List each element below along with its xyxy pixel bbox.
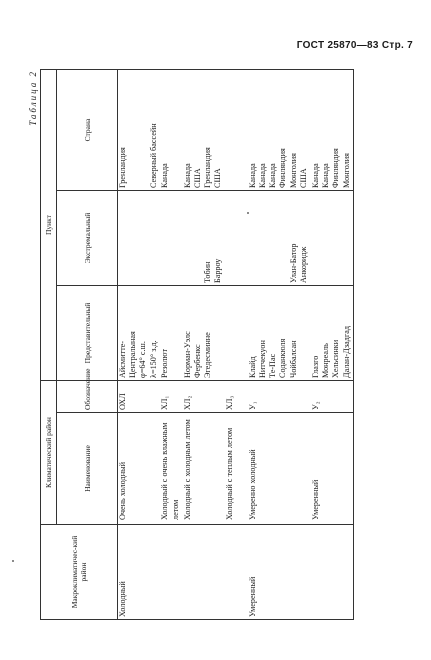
header-country: Страна <box>57 69 118 190</box>
header-point: Пункт <box>41 69 57 380</box>
cell-representative-line: Айсмитте- <box>118 340 127 378</box>
scan-speck <box>12 560 14 562</box>
cell-country-line: Канада <box>258 163 268 188</box>
cell-country <box>248 69 311 190</box>
cell-extreme <box>183 191 226 286</box>
cell-country-line: Гренландия <box>118 147 127 188</box>
cell-representative-line: Монреаль <box>321 343 331 378</box>
cell-country-line: Гренландия <box>203 147 213 188</box>
table-row <box>225 69 247 619</box>
cell-extreme <box>225 191 247 286</box>
climate-table <box>40 69 354 620</box>
cell-representative-line: Резолют <box>160 348 170 378</box>
cell-extreme-line: Улан-Батор <box>288 243 298 283</box>
table-row <box>118 69 161 619</box>
cell-macro-region <box>311 525 354 620</box>
table-row <box>248 69 311 619</box>
cell-designation: У₁ <box>248 381 311 413</box>
cell-country-line: Канада <box>268 163 278 188</box>
cell-country-line: Монголия <box>341 153 351 188</box>
table-row <box>160 69 182 619</box>
header-name: Наименование <box>57 413 118 525</box>
cell-representative-line: Те-Пас <box>268 353 278 378</box>
cell-extreme-line <box>193 193 203 283</box>
cell-country-line <box>138 72 148 188</box>
cell-macro-region: Холодный <box>118 525 161 620</box>
cell-extreme <box>160 191 182 286</box>
cell-representative <box>248 286 311 381</box>
cell-extreme-line <box>183 193 193 283</box>
cell-district-name: Очень холодный <box>118 413 161 525</box>
cell-representative <box>118 286 161 381</box>
cell-country-line: США <box>298 168 308 188</box>
cell-representative-line: Эгедесминне <box>203 332 213 378</box>
cell-representative-line: Хельсинки <box>331 339 341 378</box>
header-designation: Обозначение <box>57 381 118 413</box>
cell-country-line: Канада <box>321 163 331 188</box>
cell-representative-line: Централыная <box>128 331 138 378</box>
cell-country-line: Канада <box>160 163 170 188</box>
cell-representative <box>311 286 354 381</box>
cell-representative-line: Нитчекуон <box>258 340 268 378</box>
cell-representative-line: φ=64° с.ш. <box>138 341 148 378</box>
header-representative: Представительный <box>57 286 118 381</box>
cell-extreme-line <box>268 193 278 283</box>
cell-representative <box>225 286 247 381</box>
cell-country-line: Монголия <box>288 153 298 188</box>
cell-representative-line: Норман-Уэлс <box>182 331 192 378</box>
cell-designation: ХЛ₁ <box>160 381 182 413</box>
cell-country-line: Северный бассейн <box>148 123 158 188</box>
cell-representative-line: Соданкюля <box>278 338 288 378</box>
cell-country <box>225 69 247 190</box>
cell-district-name: Холодный с теплым летом <box>225 413 247 525</box>
table-body <box>118 69 354 619</box>
header-macro: Макроклиматичес-кий район <box>41 525 118 620</box>
cell-country-line: Канада <box>182 163 192 188</box>
cell-extreme-line <box>278 193 288 283</box>
cell-district-name: Умеренный <box>311 413 354 525</box>
page-header: ГОСТ 25870—83 Стр. 7 <box>296 40 413 51</box>
cell-representative-line: Далан-Дзадгад <box>341 325 351 378</box>
cell-representative-line: Глазго <box>311 355 321 378</box>
cell-representative <box>160 286 182 381</box>
cell-district-name: Холодный с холодным летом <box>183 413 226 525</box>
table-caption: Таблица 2 <box>28 70 38 126</box>
cell-extreme <box>311 191 354 286</box>
cell-country-line: США <box>213 168 223 188</box>
cell-country-line: Канада <box>311 163 321 188</box>
cell-representative-line: Чойбалсан <box>288 340 298 378</box>
cell-country-line: Финляндия <box>278 148 288 188</box>
cell-representative <box>183 286 226 381</box>
cell-country-line: Канада <box>247 163 257 188</box>
cell-extreme-line <box>258 193 268 283</box>
cell-extreme-line <box>248 193 258 283</box>
cell-district-name: Умеренно холодный <box>248 413 311 525</box>
cell-representative-line: Клайд <box>247 356 257 378</box>
cell-designation: ХЛ₂ <box>183 381 226 413</box>
cell-macro-region: Умеренный <box>248 525 311 620</box>
table-row <box>183 69 226 619</box>
table-row <box>311 69 354 619</box>
cell-macro-region <box>183 525 226 620</box>
cell-extreme-line: Тобин <box>203 261 213 283</box>
cell-country-line <box>128 72 138 188</box>
cell-extreme <box>118 191 161 286</box>
rotated-table-container <box>28 70 422 620</box>
header-climatic-district: Климатический район <box>41 381 57 525</box>
cell-designation: У₂ <box>311 381 354 413</box>
cell-country <box>311 69 354 190</box>
cell-country-line: Финляндия <box>331 148 341 188</box>
cell-extreme-line: Анкоридж <box>298 246 308 283</box>
cell-country <box>183 69 226 190</box>
cell-extreme <box>248 191 311 286</box>
cell-country-line: США <box>192 168 202 188</box>
header-extreme: Экстремальный <box>57 191 118 286</box>
cell-country <box>160 69 182 190</box>
cell-country <box>118 69 161 190</box>
cell-extreme-line: Барроу <box>213 258 223 283</box>
cell-designation: ОХЛ <box>118 381 161 413</box>
cell-representative-line: λ=150° з.д. <box>148 340 158 378</box>
cell-designation: ХЛ₃ <box>225 381 247 413</box>
cell-macro-region <box>225 525 247 620</box>
cell-district-name: Холодный с очень влажным летом <box>160 413 182 525</box>
cell-macro-region <box>160 525 182 620</box>
cell-representative-line: Фербенкс <box>192 344 202 378</box>
